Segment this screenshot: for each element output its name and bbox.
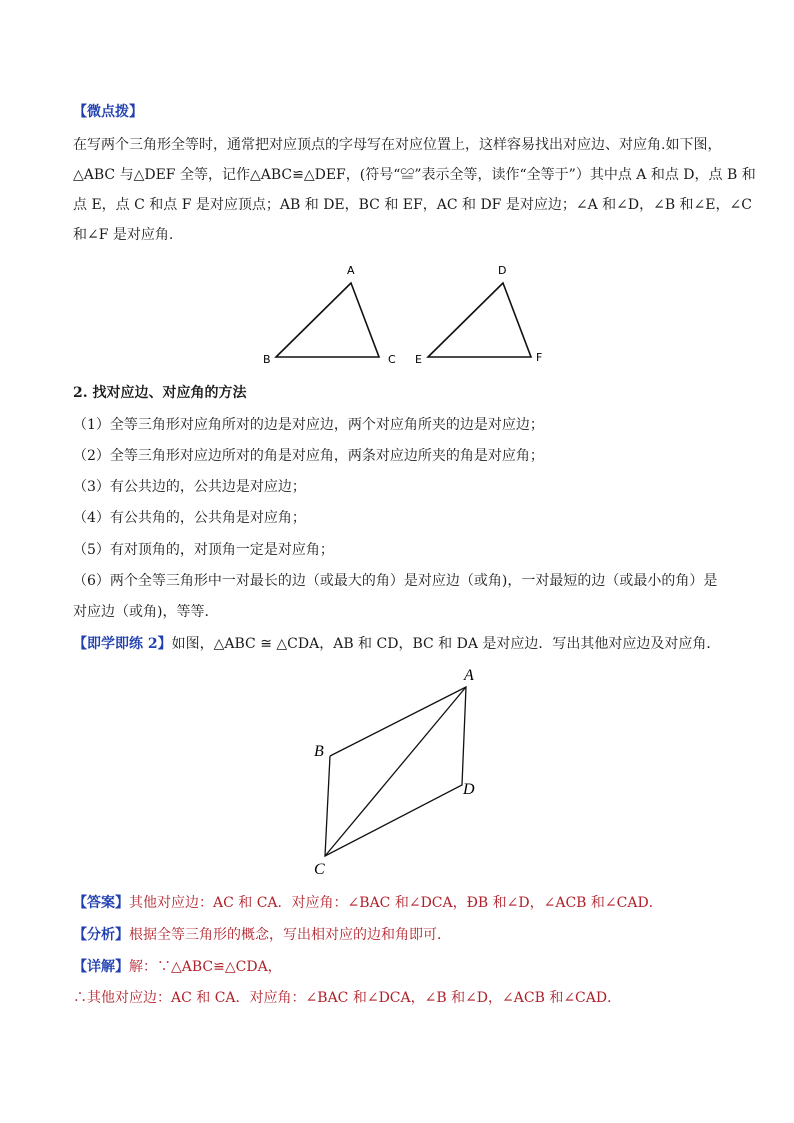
method-item-4: （4）有公共角的，公共角是对应角；	[73, 510, 306, 526]
method-heading: 2. 找对应边、对应角的方法	[73, 385, 247, 401]
method-item-6: （6）两个全等三角形中一对最长的边（或最大的角）是对应边（或角)，一对最短的边（或最小的角）是	[73, 573, 718, 589]
method-item-5: （5）有对顶角的，对顶角一定是对应角；	[73, 542, 334, 558]
tip-line-3: 点 E，点 C 和点 F 是对应顶点；AB 和 DE，BC 和 EF，AC 和 DF 是对应边；∠A 和∠D，∠B 和∠E，∠C	[73, 197, 752, 213]
answer-line	[73, 893, 733, 913]
tip-line-2: △ABC 与△DEF 全等，记作△ABC≌△DEF，(符号“≌”表示全等，读作“全等于”）其中点 A 和点 D，点 B 和	[73, 167, 756, 183]
answer-text: 其他对应边：AC 和 CA．对应角：∠BAC 和∠DCA，ÐB 和∠D，∠ACB 和∠CAD．	[129, 895, 663, 911]
detail-text: 解：∵△ABC≌△CDA，	[129, 959, 282, 975]
vertex-a-label: A	[347, 264, 355, 277]
triangle-abc	[276, 283, 379, 357]
vertex-c-label: C	[388, 353, 396, 366]
detail-line	[73, 957, 733, 977]
vertex-d-label: D	[463, 781, 475, 798]
vertex-f-label: F	[536, 351, 543, 364]
triangle-def	[428, 283, 531, 357]
vertex-a-label: A	[464, 667, 474, 684]
exercise-text: 如图，△ABC ≅ △CDA，AB 和 CD，BC 和 DA 是对应边．写出其他对应边及对应角．	[171, 636, 721, 652]
answer-tag: 【答案】	[73, 895, 129, 911]
congruent-triangles-figure	[260, 262, 560, 372]
exercise-tag: 【即学即练 2】	[73, 636, 172, 652]
analysis-line	[73, 925, 733, 945]
vertex-c-label: C	[314, 861, 325, 878]
analysis-tag: 【分析】	[73, 927, 129, 943]
method-item-6-cont: 对应边（或角)，等等.	[73, 604, 209, 620]
diagonal-ac	[325, 687, 466, 856]
exercise-line	[73, 634, 733, 654]
tip-line-4: 和∠F 是对应角.	[73, 227, 174, 243]
method-item-2: （2）全等三角形对应边所对的角是对应角，两条对应边所夹的角是对应角；	[73, 448, 544, 464]
method-item-1: （1）全等三角形对应角所对的边是对应边，两个对应角所夹的边是对应边；	[73, 417, 544, 433]
analysis-text: 根据全等三角形的概念，写出相对应的边和角即可．	[129, 927, 451, 943]
tip-tag: 【微点拨】	[73, 104, 143, 120]
quadrilateral-figure	[310, 668, 490, 878]
vertex-b-label: B	[314, 743, 324, 760]
tip-line-1: 在写两个三角形全等时，通常把对应顶点的字母写在对应位置上，这样容易找出对应边、对应角.如下图，	[73, 137, 722, 153]
method-item-3: （3）有公共边的，公共边是对应边；	[73, 479, 306, 495]
vertex-e-label: E	[415, 353, 422, 366]
vertex-b-label: B	[263, 353, 271, 366]
detail-tag: 【详解】	[73, 959, 129, 975]
detail-conclusion: ∴其他对应边：AC 和 CA．对应角：∠BAC 和∠DCA，∠B 和∠D，∠ACB 和∠CAD．	[73, 990, 622, 1006]
vertex-d-label: D	[498, 264, 507, 277]
